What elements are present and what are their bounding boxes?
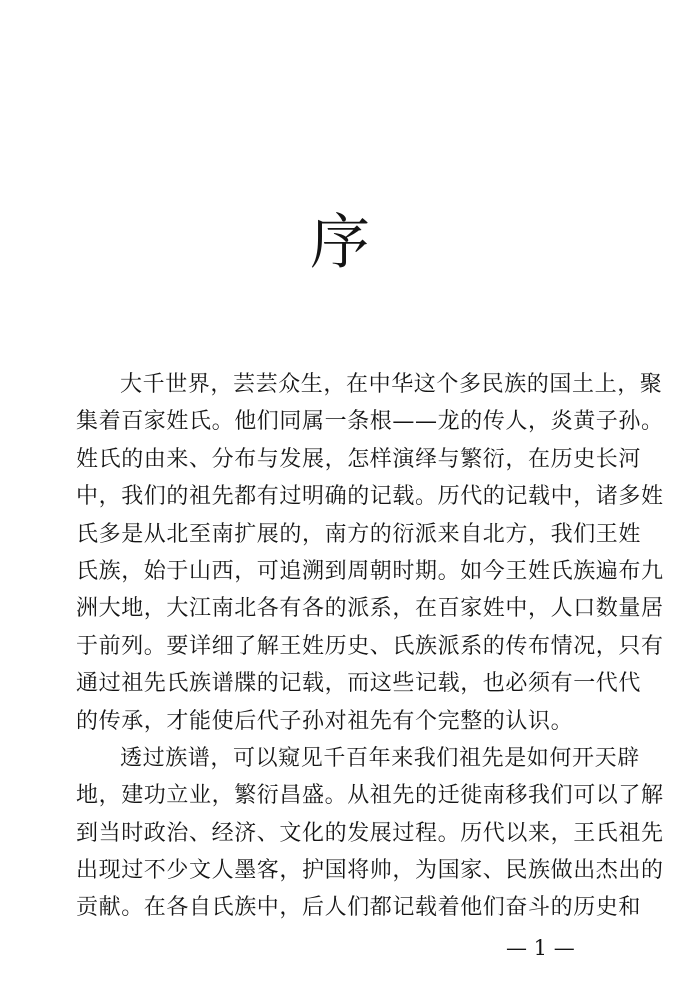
text-line: 通过祖先氏族谱牒的记载，而这些记载，也必须有一代代 [76, 671, 642, 697]
text-line: 大千世界，芸芸众生，在中华这个多民族的国土上，聚 [120, 372, 663, 397]
text-line: 透过族谱，可以窥见千百年来我们祖先是如何开天辟 [120, 745, 640, 771]
page-number: — 1 — [506, 936, 575, 960]
body-text [76, 366, 664, 927]
text-line: 氏族，始于山西，可追溯到周朝时期。如今王姓氏族遍布九 [76, 558, 664, 584]
text-line: 到当时政治、经济、文化的发展过程。历代以来，王氏祖先 [76, 820, 664, 846]
text-line: 出现过不少文人墨客，护国将帅，为国家、民族做出杰出的 [76, 858, 664, 884]
text-line: 于前列。要详细了解王姓历史、氏族派系的传布情况，只有 [76, 633, 664, 659]
text-line: 的传承，才能使后代子孙对祖先有个完整的认识。 [76, 708, 574, 734]
text-line: 姓氏的由来、分布与发展，怎样演绎与繁衍，在历史长河 [76, 446, 642, 472]
text-line: 氏多是从北至南扩展的，南方的衍派来自北方，我们王姓 [76, 521, 642, 547]
text-line: 中，我们的祖先都有过明确的记载。历代的记载中，诸多姓 [76, 484, 664, 510]
text-line: 集着百家姓氏。他们同属一条根——龙的传人，炎黄子孙。 [76, 409, 664, 435]
text-line: 洲大地，大江南北各有各的派系，在百家姓中，人口数量居 [76, 596, 664, 622]
text-line: 地，建功立业，繁衍昌盛。从祖先的迁徙南移我们可以了解 [76, 783, 664, 809]
text-line: 贡献。在各自氏族中，后人们都记载着他们奋斗的历史和 [76, 895, 642, 921]
page-title: 序 [310, 208, 370, 278]
